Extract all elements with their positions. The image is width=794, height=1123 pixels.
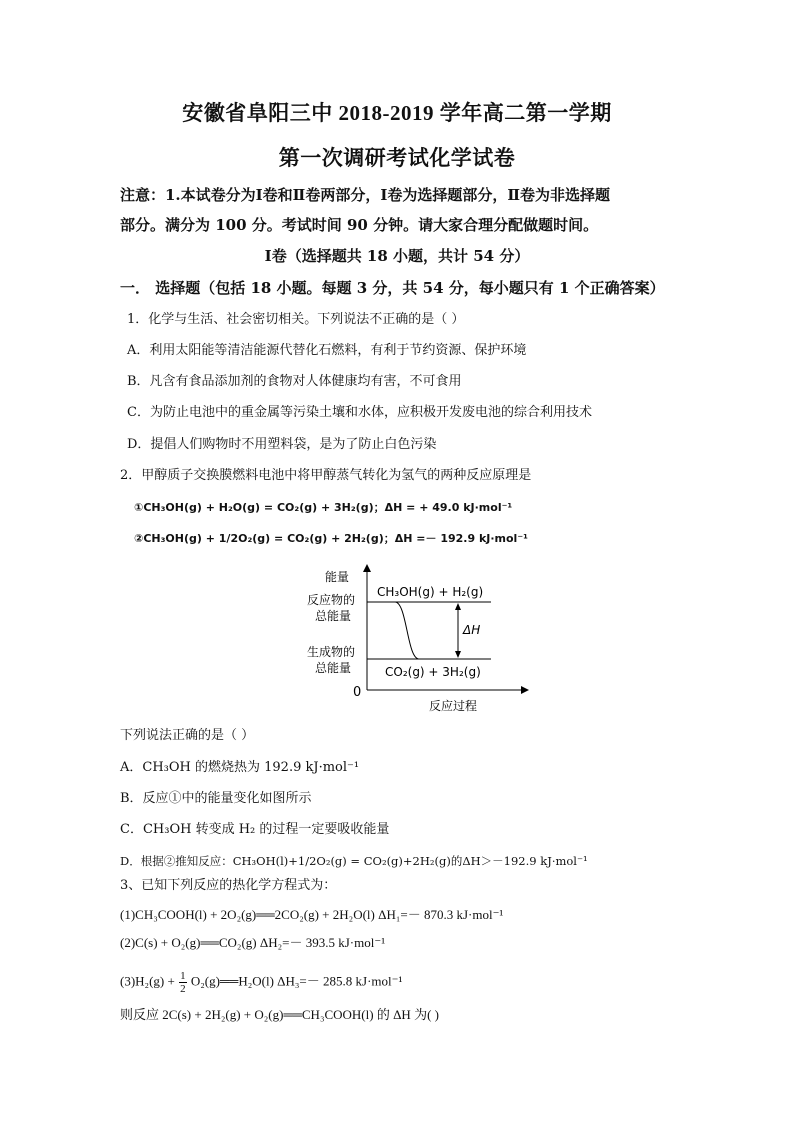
energy-diagram xyxy=(295,560,535,716)
q3-eq-3 xyxy=(120,970,402,995)
reactant-label-1: 反应物的 xyxy=(307,593,356,607)
q3-eq-3-frac-den: 2 xyxy=(180,983,186,995)
product-label-2: 总能量 xyxy=(315,661,352,675)
q3-ask: 则反应 2C(s) + 2H₂(g) + O₂(g)══CH₃COOH(l) 的 ΔH 为( ) xyxy=(120,1007,439,1022)
q3-stem: 3、已知下列反应的热化学方程式为： xyxy=(120,878,337,893)
notice-line-2: 部分。满分为 100 分。考试时间 90 分钟。请大家合理分配做题时间。 xyxy=(120,216,599,234)
q1-option-a: A．利用太阳能等清洁能源代替化石燃料，有利于节约资源、保护环境 xyxy=(127,343,527,358)
q1-option-d: D．提倡人们购物时不用塑料袋，是为了防止白色污染 xyxy=(127,437,437,452)
q3-eq-3-prefix: (3)H₂(g) + xyxy=(120,973,175,989)
delta-h-arrow-top xyxy=(455,603,461,610)
q2-reaction-2: ②CH₃OH(g) + 1/2O₂(g) = CO₂(g) + 2H₂(g)；ΔH =－ 192.9 kJ·mol⁻¹ xyxy=(134,532,528,545)
q1-option-b: B．凡含有食品添加剂的食物对人体健康均有害，不可食用 xyxy=(127,374,462,389)
q2-option-c: C．CH₃OH 转变成 H₂ 的过程一定要吸收能量 xyxy=(120,822,390,837)
q2-option-b: B．反应①中的能量变化如图所示 xyxy=(120,791,312,806)
delta-h-label: ΔH xyxy=(463,623,481,637)
notice-line-1: 注意：1.本试卷分为Ⅰ卷和Ⅱ卷两部分，Ⅰ卷为选择题部分，Ⅱ卷为非选择题 xyxy=(120,186,610,204)
y-axis-label: 能量 xyxy=(325,570,350,584)
q1-option-c: C．为防止电池中的重金属等污染土壤和水体，应积极开发废电池的综合利用技术 xyxy=(127,405,592,420)
x-axis-label: 反应过程 xyxy=(429,699,478,713)
q2-option-d: D．根据②推知反应：CH₃OH(l)+1/2O₂(g) = CO₂(g)+2H₂(g)的ΔH＞－192.9 kJ·mol⁻¹ xyxy=(120,854,588,868)
q2-option-a: A．CH₃OH 的燃烧热为 192.9 kJ·mol⁻¹ xyxy=(120,760,360,775)
exam-title-line2: 第一次调研考试化学试卷 xyxy=(278,146,516,170)
origin-label: 0 xyxy=(353,685,362,700)
reactant-label-2: 总能量 xyxy=(315,609,352,623)
bottom-species-label: CO₂(g) + 3H₂(g) xyxy=(385,665,481,679)
q3-eq-1: (1)CH₃COOH(l) + 2O₂(g)══2CO₂(g) + 2H₂O(l) ΔH₁=－ 870.3 kJ·mol⁻¹ xyxy=(120,907,504,922)
q2-stem: 2．甲醇质子交换膜燃料电池中将甲醇蒸气转化为氢气的两种反应原理是 xyxy=(120,468,532,483)
q3-eq-3-suffix: O₂(g)══H₂O(l) ΔH₃=－ 285.8 kJ·mol⁻¹ xyxy=(190,973,403,989)
x-axis-arrow xyxy=(521,686,529,694)
exam-title-line1: 安徽省阜阳三中 2018-2019 学年高二第一学期 xyxy=(182,101,612,125)
reaction-curve xyxy=(395,602,419,659)
q2-ask: 下列说法正确的是（ ） xyxy=(120,728,255,743)
delta-h-arrow-bottom xyxy=(455,651,461,658)
y-axis-arrow xyxy=(363,564,371,572)
q3-eq-3-fraction xyxy=(179,970,187,995)
volume-title: Ⅰ卷（选择题共 18 小题，共计 54 分） xyxy=(264,247,530,265)
product-label-1: 生成物的 xyxy=(307,645,356,659)
q2-reaction-1: ①CH₃OH(g) + H₂O(g) = CO₂(g) + 3H₂(g)；ΔH = + 49.0 kJ·mol⁻¹ xyxy=(134,501,513,514)
q3-eq-3-frac-num: 1 xyxy=(180,970,186,982)
q3-eq-2: (2)C(s) + O₂(g)══CO₂(g) ΔH₂=－ 393.5 kJ·mol⁻¹ xyxy=(120,935,386,950)
q1-stem: 1．化学与生活、社会密切相关。下列说法不正确的是（ ） xyxy=(127,312,465,327)
top-species-label: CH₃OH(g) + H₂(g) xyxy=(377,585,484,599)
section-heading: 一． 选择题（包括 18 小题。每题 3 分，共 54 分，每小题只有 1 个正确答案） xyxy=(120,279,665,297)
